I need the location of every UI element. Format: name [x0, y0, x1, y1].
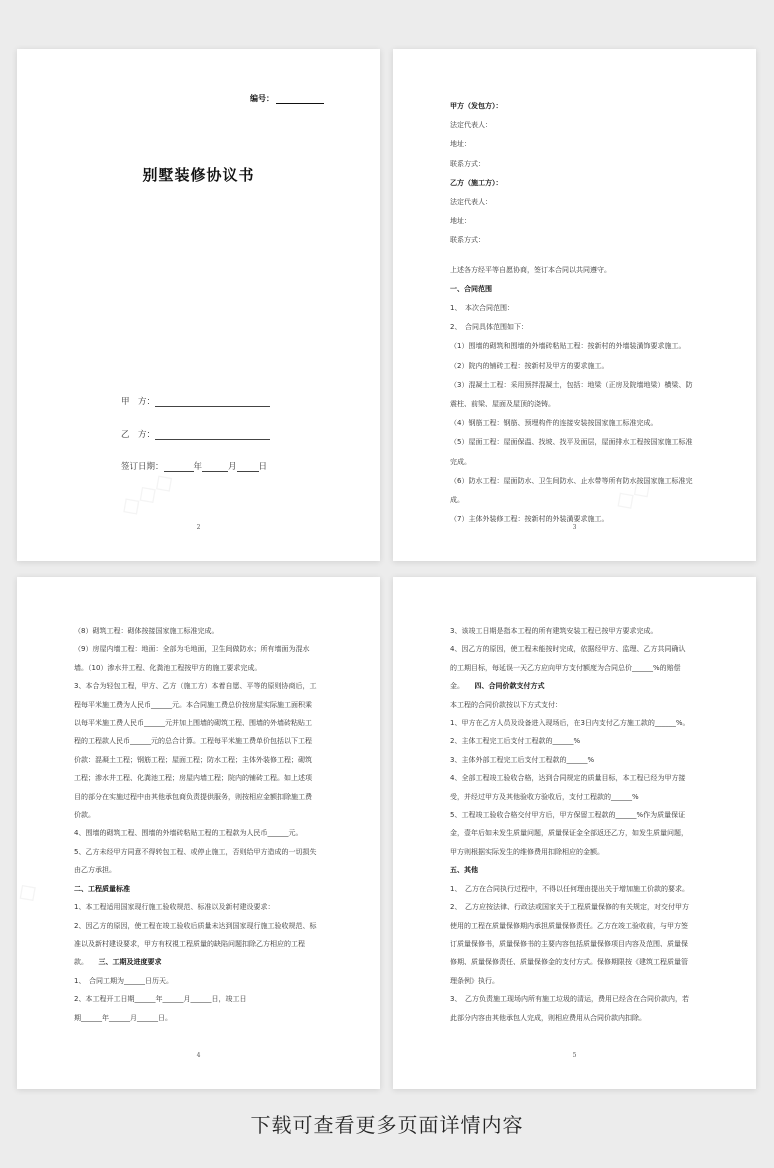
contract-number-label: 编号：: [250, 94, 274, 103]
section-heading: 三、工期及进度要求: [98, 958, 162, 967]
watermark-icon: [17, 874, 44, 910]
paragraph-line: 本工程的合同价款按以下方式支付：: [450, 700, 562, 709]
paragraph-line: 2、 合同具体范围如下：: [450, 323, 528, 332]
paragraph-line: 目的部分在实施过程中由其他承包商负责提供服务，则按相应金额扣除施工费: [74, 792, 312, 801]
paragraph-line: 3、该竣工日期是指本工程的所有建筑安装工程已按甲方要求完成。: [450, 627, 658, 635]
page-content: [450, 622, 708, 1027]
paragraph-line: 2、因乙方的原因，使工程在竣工验收后质量未达到国家现行施工验收规范、标: [74, 921, 317, 930]
paragraph-line: 1、 合同工期为______日历天。: [74, 976, 173, 985]
paragraph-line: （9）房屋内墙工程：地面：全部为毛地面，卫生间做防水；所有墙面为混水: [74, 645, 310, 654]
paragraph-line: 3、主体外部工程完工后支付工程款的______%: [450, 755, 595, 764]
contract-number-blank: [276, 96, 324, 104]
paragraph-line: 程的工程款人民币______元的总合计算。工程每平米施工费单价包括以下工程: [74, 737, 312, 746]
paragraph-line: 3、本合为轻包工程，甲方、乙方（施工方）本着自愿、平等的原则协商后，工: [74, 682, 317, 691]
paragraph-line: （3）混凝土工程：采用预拌混凝土，包括：地梁（正房及院墙地梁）横梁、防: [450, 380, 693, 389]
paragraph-line: 1、 本次合同范围：: [450, 304, 514, 313]
paragraph-line: 甲方则根据实际发生的维修费用扣除相应的金额。: [450, 847, 604, 856]
paragraph-line: 工程；渗水井工程、化粪池工程；房屋内墙工程；院内的铺砖工程。如上述项: [74, 774, 312, 783]
paragraph-line: （1）围墙的砌筑和围墙的外墙砖粘贴工程：按新村的外墙装潢饰要求施工。: [450, 342, 686, 351]
section-heading: 乙方（施工方）：: [450, 178, 503, 187]
paragraph-line: （2）院内的铺砖工程：按新村及甲方的要求施工。: [450, 361, 609, 370]
paragraph-line: 地址：: [450, 217, 471, 226]
paragraph-line: 3、 乙方负责施工现场内所有施工垃圾的清运，费用已经含在合同价款内，若: [450, 995, 689, 1004]
party-a-label: 甲 方：: [121, 397, 156, 407]
month-blank: [202, 463, 228, 472]
paragraph-line: 期______年______月______日。: [74, 1013, 172, 1022]
paragraph-line: 墙。（10）渗水井工程、化粪池工程按甲方的施工要求完成。: [74, 663, 262, 672]
page-number: 2: [196, 524, 201, 531]
paragraph-line: 4、全部工程竣工验收合格，达到合同规定的质量目标，本工程已经为甲方接: [450, 774, 686, 783]
paragraph-line: 震柱、前梁、屋面及屋顶的浇铸。: [450, 400, 555, 409]
document-page-2: [393, 49, 756, 561]
sign-date: [121, 460, 267, 472]
party-b-label: 乙 方：: [121, 430, 156, 440]
paragraph-line: 的工期目标，每延误一天乙方应向甲方支付额度为合同总价______%的赔偿: [450, 663, 681, 672]
paragraph-line: 程每平米施工费为人民币______元。本合同施工费总价按房屋实际施工面积乘: [74, 700, 312, 709]
sign-date-label: 签订日期：: [121, 462, 164, 472]
year-label: 年: [193, 462, 203, 472]
paragraph-line: 价款：混凝土工程；钢筋工程；屋面工程；防水工程；主体外装修工程；砌筑: [74, 755, 312, 764]
paragraph-line: 由乙方承担。: [74, 866, 116, 875]
paragraph-line: 金，壹年后如未发生质量问题，质量保证金全部返还乙方，如发生质量问题，: [450, 829, 688, 838]
year-blank: [164, 463, 194, 472]
paragraph-line: 修期、质量保修责任、质量保修金的支付方式。保修期限按《建筑工程质量管: [450, 958, 688, 967]
download-caption[interactable]: 下载可查看更多页面详情内容: [250, 1113, 524, 1137]
party-b-blank: [155, 431, 270, 440]
document-page-3: [17, 577, 380, 1089]
party-a-signature: [121, 395, 270, 407]
paragraph-line: 准以及新村建设要求，甲方有权視工程质量的缺陷问题扣除乙方相应的工程: [74, 939, 305, 948]
document-page-cover: [17, 49, 380, 561]
paragraph-line: 1、甲方在乙方人员及设备进入现场后，在3日内支付乙方施工款的______%。: [450, 719, 690, 728]
contract-number: [250, 93, 324, 104]
paragraph-line: 1、本工程适用国家现行施工验收规范、标准以及新村建设要求：: [74, 903, 275, 912]
paragraph-line: 1、 乙方在合同执行过程中，不得以任何理由提出关于增加施工价款的要求。: [450, 884, 689, 893]
paragraph-line: 2、本工程开工日期______年______月______日，竣工日: [74, 995, 247, 1004]
paragraph-line: 4、围墙的砌筑工程、围墙的外墙砖粘贴工程的工程款为人民币______元。: [74, 829, 303, 838]
party-b-signature: [121, 428, 270, 440]
party-a-blank: [155, 398, 270, 407]
paragraph-line: 联系方式：: [450, 236, 485, 245]
page-content: [74, 622, 332, 1027]
month-label: 月: [228, 462, 237, 472]
day-blank: [237, 463, 259, 472]
page-number: 4: [196, 1052, 201, 1059]
page-number: 3: [572, 524, 577, 531]
paragraph-line: 完成。: [450, 457, 471, 466]
section-heading: 四、合同价款支付方式: [474, 682, 545, 691]
paragraph-line: 法定代表人：: [450, 198, 492, 207]
paragraph-line: 法定代表人：: [450, 121, 492, 130]
paragraph-line: 5、乙方未经甲方同意不得转包工程、或停止施工，否则给甲方造成的一切损失: [74, 847, 317, 856]
page-content: [450, 97, 708, 529]
paragraph-line: 成。: [450, 496, 464, 505]
day-label: 日: [258, 462, 268, 472]
paragraph-line: 上述各方经平等自愿协商，签订本合同以共同遵守。: [450, 265, 611, 274]
paragraph-line: 订质量保修书，质量保修书的主要内容包括质量保修项目内容及范围、质量保: [450, 939, 688, 948]
paragraph-line: （6）防水工程：屋面防水、卫生间防水、止水带等所有防水按国家施工标准完: [450, 476, 693, 485]
paragraph-line: 理条例》执行。: [450, 976, 499, 985]
paragraph-line: 以每平米施工费人民币______元并加上围墙的砌筑工程、围墙的外墙砖粘贴工: [74, 719, 312, 728]
paragraph-line: 受，并经过甲方及其他验收方验收后，支付工程款的______%: [450, 792, 639, 801]
paragraph-line: （7）主体外装修工程：按新村的外装潢要求施工。: [450, 515, 609, 524]
section-heading: 一、合同范围: [450, 284, 492, 293]
paragraph-line: 价款。: [74, 811, 95, 820]
paragraph-line: 4、因乙方的原因，使工程未能按时完成，依据经甲方、监理、乙方共同确认: [450, 645, 686, 654]
page-number: 5: [572, 1052, 577, 1059]
watermark-icon: [114, 465, 180, 524]
paragraph-line: 2、 乙方应按法律、行政法或国家关于工程质量保修的有关规定，对交付甲方: [450, 903, 689, 912]
paragraph-line: （4）钢筋工程：钢筋、预埋构件的连接安装按国家施工标准完成。: [450, 419, 658, 428]
document-title: 别墅装修协议书: [142, 166, 255, 184]
paragraph-line: 5、工程竣工验收合格交付甲方后，甲方保留工程款的______%作为质量保证: [450, 811, 686, 820]
paragraph-line: 2、主体工程完工后支付工程款的______%: [450, 737, 581, 746]
paragraph-line: 款。 三、工期及进度要求: [74, 958, 162, 967]
paragraph-line: 使用的工程在质量保修期内承担质量保修责任。乙方在竣工验收前，与甲方签: [450, 921, 688, 930]
paragraph-line: [450, 251, 708, 261]
paragraph-line: （5）屋面工程：屋面保温、找坡、找平及面层，屋面排水工程按国家施工标准: [450, 438, 693, 447]
paragraph-line: 联系方式：: [450, 159, 485, 168]
section-heading: 二、工程质量标准: [74, 884, 130, 893]
paragraph-line: 地址：: [450, 140, 471, 149]
paragraph-line: （8）砌筑工程：砌体按接国家施工标准完成。: [74, 627, 219, 635]
paragraph-line: 此部分内容由其他承包人完成，则相应费用从合同价款内扣除。: [450, 1013, 646, 1022]
paragraph-line: 金。 四、合同价款支付方式: [450, 682, 545, 691]
document-page-4: [393, 577, 756, 1089]
section-heading: 五、其他: [450, 866, 478, 875]
section-heading: 甲方（发包方）：: [450, 102, 503, 110]
